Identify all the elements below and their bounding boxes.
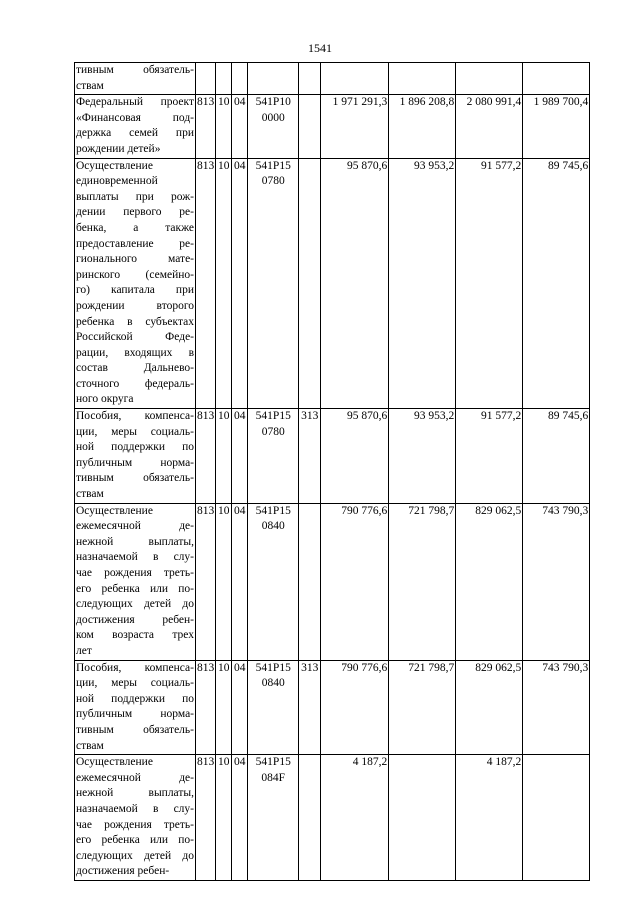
target-article-cell [248,660,299,755]
expense-name-line: чае рождения треть- [76,818,194,831]
target-article-cell [248,95,299,158]
expense-name-line: ринского (семейно- [76,268,194,281]
target-article-cell [248,503,299,660]
target-article-line: 541P15 [255,159,291,172]
expense-name-line: достижения ребен- [76,613,194,626]
budget-table [74,62,590,881]
section-code-cell: 10 [216,158,232,409]
target-article-line: 541P15 [255,504,291,517]
expense-name-line: нежной выплаты, [76,535,194,548]
target-article-cell [248,63,299,95]
expense-name-line: бенка, а также [76,221,194,234]
expense-name-line: ной поддержки по [76,441,194,454]
amount-cell-1: 95 870,6 [321,158,389,409]
amount-cell-3 [456,63,523,95]
subsection-code-cell: 04 [232,409,248,504]
target-article-cell [248,158,299,409]
expense-name-line: единовременной [76,175,158,188]
amount-cell-1: 790 776,6 [321,503,389,660]
subsection-code-cell: 04 [232,755,248,881]
table-row [75,95,590,158]
expense-name-line: нежной выплаты, [76,787,194,800]
amount-cell-4: 743 790,3 [523,660,590,755]
expense-name-line: «Финансовая под- [76,111,194,124]
ministry-code-cell: 813 [196,503,216,660]
target-article-line: 0780 [261,425,285,438]
section-code-cell: 10 [216,660,232,755]
expense-name-cell [75,660,196,755]
amount-cell-3: 91 577,2 [456,409,523,504]
expense-name-line: рации, входящих в [76,346,194,359]
expense-type-cell [299,503,321,660]
amount-cell-1: 95 870,6 [321,409,389,504]
expense-type-cell [299,63,321,95]
amount-cell-1: 1 971 291,3 [321,95,389,158]
target-article-line: 084F [261,771,286,784]
target-article-line: 0840 [261,520,285,533]
table-body [75,63,590,881]
expense-name-line: следующих детей до [76,598,194,611]
expense-name-line: ежемесячной де- [76,771,194,784]
expense-name-cell [75,755,196,881]
expense-type-cell [299,158,321,409]
amount-cell-4: 89 745,6 [523,158,590,409]
subsection-code-cell: 04 [232,503,248,660]
section-code-cell: 10 [216,95,232,158]
amount-cell-4: 89 745,6 [523,409,590,504]
expense-name-line: следующих детей до [76,849,194,862]
target-article-line: 0780 [261,175,285,188]
expense-name-line: Пособия, компенса- [76,661,194,674]
expense-name-line: назначаемой в слу- [76,802,194,815]
amount-cell-3: 829 062,5 [456,503,523,660]
amount-cell-2: 1 896 208,8 [389,95,456,158]
expense-name-line: тивным обязатель- [76,472,194,485]
table-row [75,660,590,755]
target-article-line: 541P15 [255,756,291,769]
ministry-code-cell: 813 [196,755,216,881]
expense-name-line: лет [76,644,92,657]
section-code-cell: 10 [216,755,232,881]
expense-name-line: назначаемой в слу- [76,551,194,564]
amount-cell-1: 4 187,2 [321,755,389,881]
table-row [75,503,590,660]
expense-name-line: сточного федераль- [76,377,194,390]
target-article-line: 0840 [261,677,285,690]
table-row [75,755,590,881]
subsection-code-cell: 04 [232,158,248,409]
expense-name-line: достижения ребен- [76,865,170,878]
subsection-code-cell: 04 [232,95,248,158]
expense-name-line: Осуществление [76,504,153,517]
expense-name-line: ком возраста трех [76,629,194,642]
expense-name-line: тивным обязатель- [76,64,194,76]
expense-type-cell: 313 [299,660,321,755]
amount-cell-4 [523,755,590,881]
expense-name-line: ствам [76,79,104,92]
expense-name-line: Пособия, компенса- [76,410,194,423]
amount-cell-3: 91 577,2 [456,158,523,409]
expense-name-line: ствам [76,739,104,752]
target-article-line: 541P15 [255,410,291,423]
expense-name-cell [75,158,196,409]
expense-name-line: ции, меры социаль- [76,677,194,690]
expense-name-line: ции, меры социаль- [76,425,194,438]
amount-cell-4 [523,63,590,95]
expense-name-cell [75,95,196,158]
expense-name-line: ребенка в субъектах [76,315,194,328]
expense-name-line: чае рождения треть- [76,567,194,579]
ministry-code-cell: 813 [196,158,216,409]
table-row [75,63,590,95]
target-article-line: 541P15 [255,661,291,674]
amount-cell-3: 829 062,5 [456,660,523,755]
expense-name-line: Федеральный проект [76,96,194,109]
amount-cell-4: 743 790,3 [523,503,590,660]
expense-type-cell [299,755,321,881]
expense-name-line: Осуществление [76,756,153,769]
expense-name-line: выплаты при рож- [76,190,194,203]
expense-name-line: ного округа [76,393,134,406]
amount-cell-2: 721 798,7 [389,660,456,755]
target-article-line: 0000 [261,111,285,124]
amount-cell-2: 93 953,2 [389,158,456,409]
expense-name-line: тивным обязатель- [76,723,194,736]
amount-cell-1: 790 776,6 [321,660,389,755]
expense-name-cell [75,409,196,504]
ministry-code-cell: 813 [196,409,216,504]
expense-name-line: Осуществление [76,159,153,172]
section-code-cell: 10 [216,409,232,504]
target-article-line: 541P10 [255,96,291,109]
expense-name-line: его ребенка или по- [76,582,194,595]
expense-name-line: состав Дальнево- [76,362,194,375]
amount-cell-2: 93 953,2 [389,409,456,504]
expense-name-line: ной поддержки по [76,692,194,705]
expense-name-line: ежемесячной де- [76,520,194,533]
expense-name-line: публичным норма- [76,708,194,721]
ministry-code-cell: 813 [196,95,216,158]
expense-name-line: дении первого ре- [76,206,194,219]
table-row [75,158,590,409]
target-article-cell [248,755,299,881]
expense-name-line: его ребенка или по- [76,834,194,847]
ministry-code-cell [196,63,216,95]
ministry-code-cell: 813 [196,660,216,755]
expense-type-cell: 313 [299,409,321,504]
section-code-cell [216,63,232,95]
subsection-code-cell [232,63,248,95]
amount-cell-2 [389,755,456,881]
expense-name-line: держка семей при [76,127,194,140]
amount-cell-4: 1 989 700,4 [523,95,590,158]
target-article-cell [248,409,299,504]
amount-cell-3: 4 187,2 [456,755,523,881]
amount-cell-2 [389,63,456,95]
table-row [75,409,590,504]
amount-cell-1 [321,63,389,95]
expense-name-line: рождении второго [76,299,194,312]
section-code-cell: 10 [216,503,232,660]
amount-cell-2: 721 798,7 [389,503,456,660]
subsection-code-cell: 04 [232,660,248,755]
expense-name-line: гионального мате- [76,253,194,266]
expense-name-line: ствам [76,488,104,501]
expense-name-line: публичным норма- [76,456,194,469]
amount-cell-3: 2 080 991,4 [456,95,523,158]
expense-name-line: Российской Феде- [76,331,194,344]
expense-name-cell [75,503,196,660]
expense-type-cell [299,95,321,158]
expense-name-line: го) капитала при [76,284,194,297]
expense-name-line: предоставление ре- [76,237,194,250]
page-number: 1541 [308,41,332,55]
expense-name-cell [75,63,196,95]
expense-name-line: рождении детей» [76,142,161,155]
